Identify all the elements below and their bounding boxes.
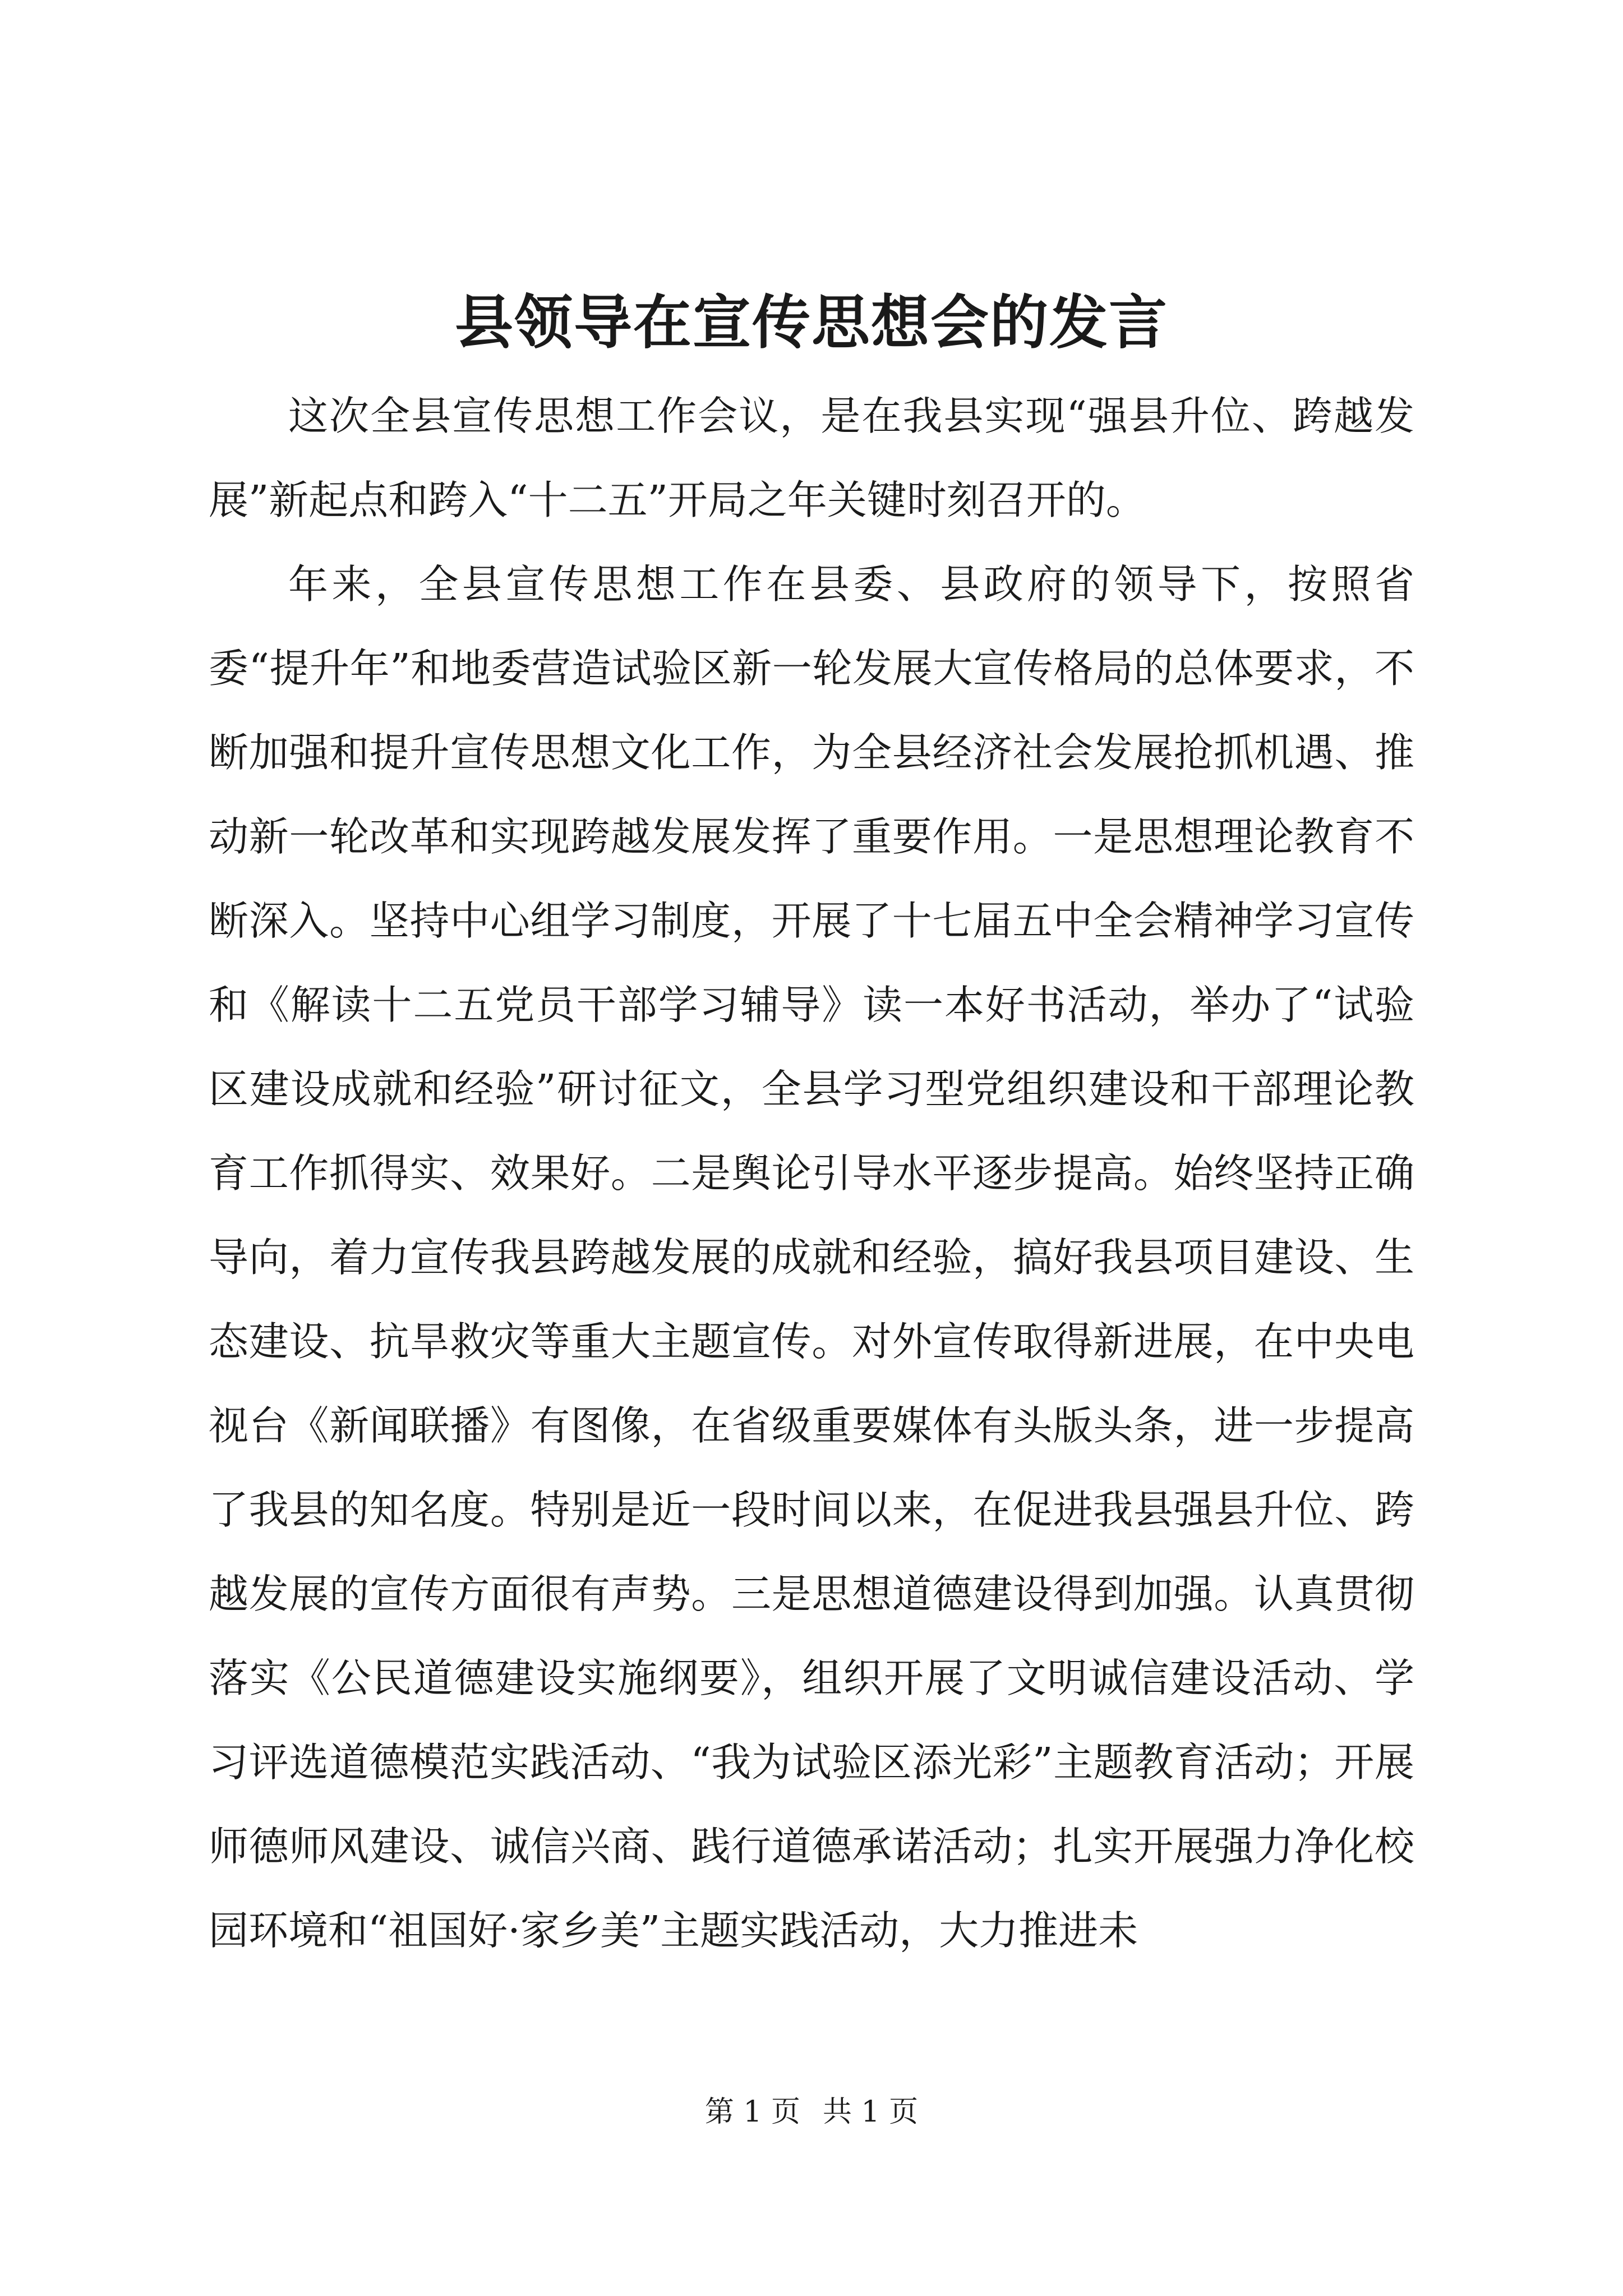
paragraph-achievements: 年来，全县宣传思想工作在县委、县政府的领导下，按照省委“提升年”和地委营造试验区新一轮发展大宣传格局的总体要求，不断加强和提升宣传思想文化工作，为全县经济社会发展抢抓机遇、推动新一轮改革和实现跨越发展发挥了重要作用。一是思想理论教育不断深入。坚持中心组学习制度，开展了十七届五中全会精神学习宣传和《解读十二五党员干部学习辅导》读一本好书活动，举办了“试验区建设成就和经验”研讨征文，全县学习型党组织建设和干部理论教育工作抓得实、效果好。二是舆论引导水平逐步提高。始终坚持正确导向，着力宣传我县跨越发展的成就和经验，搞好我县项目建设、生态建设、抗旱救灾等重大主题宣传。对外宣传取得新进展，在中央电视台《新闻联播》有图像，在省级重要媒体有头版头条，进一步提高了我县的知名度。特别是近一段时间以来，在促进我县强县升位、跨越发展的宣传方面很有声势。三是思想道德建设得到加强。认真贯彻落实《公民道德建设实施纲要》，组织开展了文明诚信建设活动、学习评选道德模范实践活动、“我为试验区添光彩”主题教育活动；开展师德师风建设、诚信兴商、践行道德承诺活动；扎实开展强力净化校园环境和“祖国好·家乡美”主题实践活动，大力推进未 xyxy=(209,561,1414,1954)
paragraph-intro: 这次全县宣传思想工作会议，是在我县实现“强县升位、跨越发展”新起点和跨入“十二五”开局之年关键时刻召开的。 xyxy=(209,393,1414,523)
page-number-current: 第 1 页 xyxy=(704,2095,800,2129)
document-body xyxy=(209,374,1414,1973)
page-footer xyxy=(0,2092,1623,2132)
page-number-total: 共 1 页 xyxy=(823,2095,919,2129)
document-title: 县领导在宣传思想会的发言 xyxy=(454,288,1168,357)
